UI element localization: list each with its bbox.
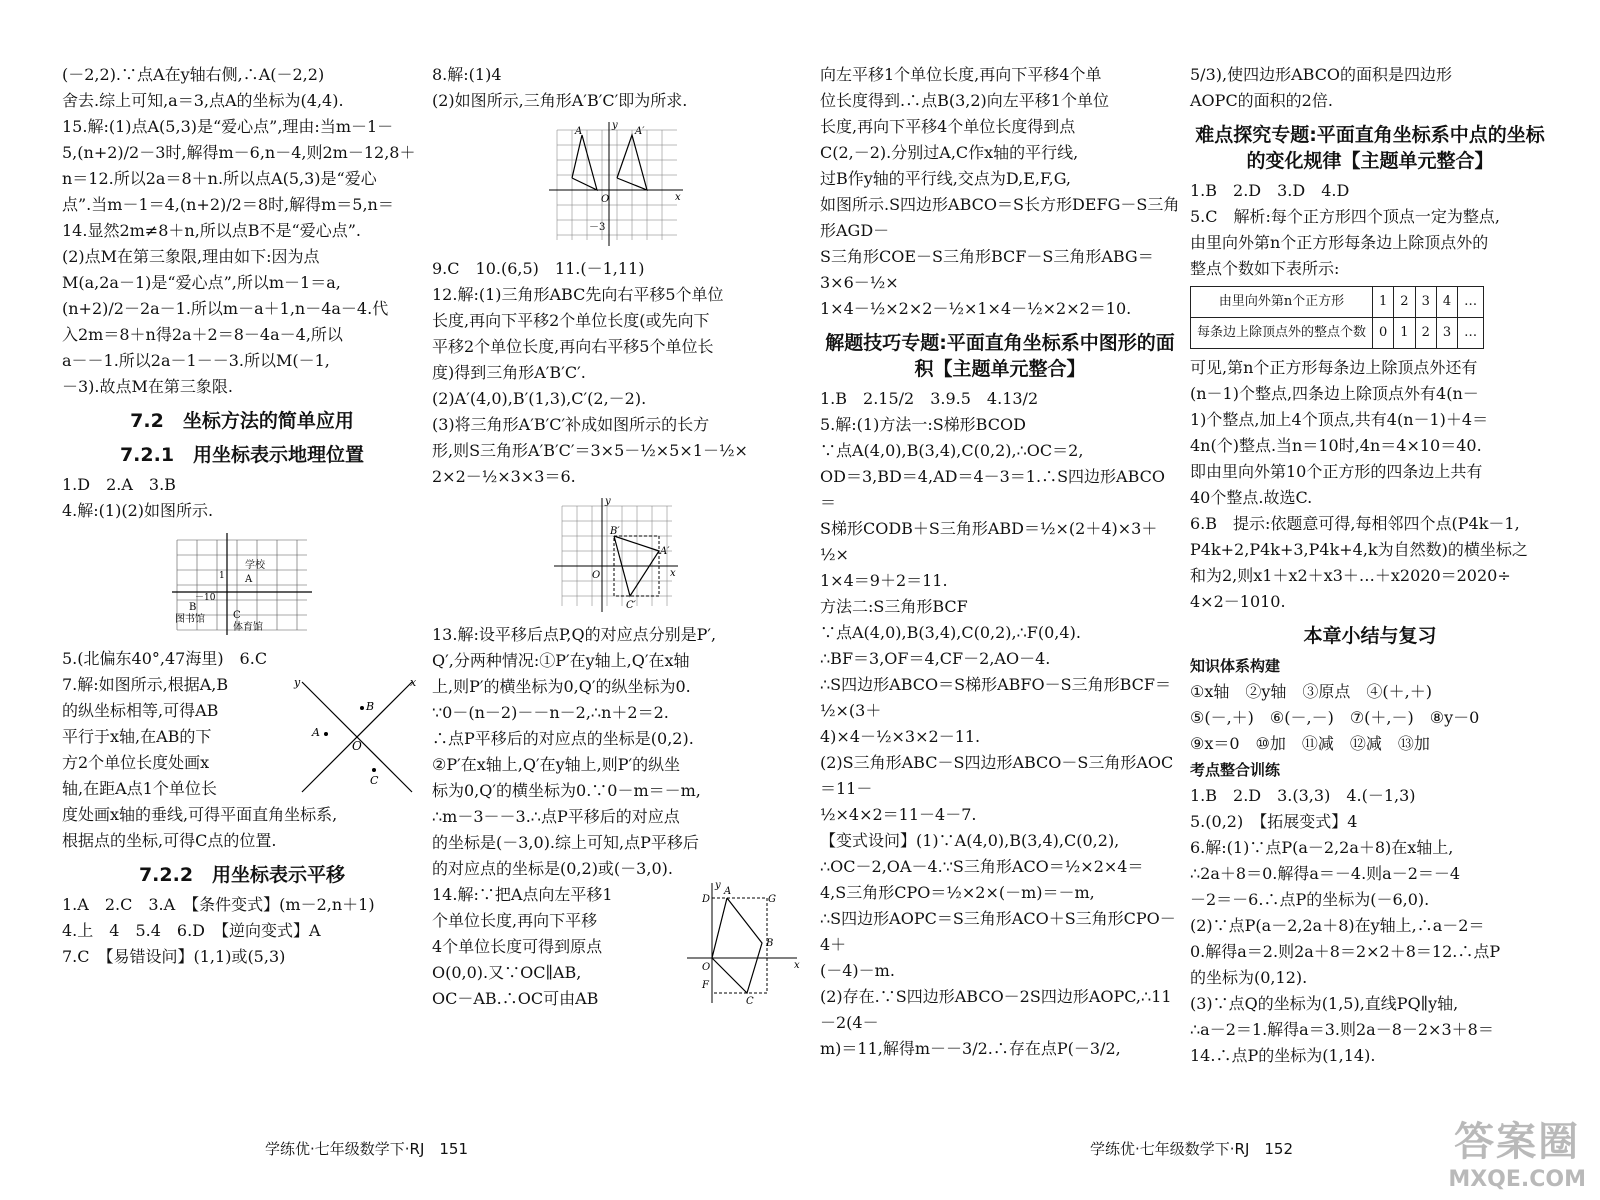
- text-line: 根据点的坐标,可得C点的位置.: [62, 831, 277, 850]
- map-one-label: 1: [219, 571, 225, 581]
- text-line: 方法二:S三角形BCF: [820, 597, 968, 616]
- text-line: 上,则P′的横坐标为0,Q′的纵坐标为0.: [432, 677, 691, 696]
- text-line: 9.C 10.(6,5) 11.(－1,11): [432, 259, 645, 278]
- text-line: ∵0－(n－2)－－n－2,∴n＋2＝2.: [432, 703, 669, 722]
- map-point-c: C: [233, 610, 241, 621]
- axis-y-label: y: [612, 120, 618, 131]
- quad-g-label: G: [768, 894, 776, 905]
- text-line: 5,(n+2)/2－3时,解得m－6,n－4,则2m－12,8＋: [62, 143, 416, 162]
- text-line: 1.B 2.15/2 3.9.5 4.13/2: [820, 389, 1039, 408]
- text-line: 5.解:(1)方法一:S梯形BCOD: [820, 415, 1026, 434]
- text-line: 7.C 【易错设问】(1,1)或(5,3): [62, 947, 286, 966]
- text-line: ∴2a＋8＝0.解得a＝－4.则a－2＝－4: [1190, 864, 1461, 883]
- footer-left: 学练优·七年级数学下·RJ 151: [265, 1140, 469, 1158]
- section-heading-7-2: 7.2 坐标方法的简单应用: [130, 410, 354, 432]
- table-cell: …: [1458, 318, 1484, 349]
- text-line: ∵点A(4,0),B(3,4),C(0,2),∴F(0,4).: [820, 623, 1081, 642]
- map-point-a: A: [245, 574, 253, 585]
- text-line: Q′,分两种情况:①P′在y轴上,Q′在x轴: [432, 651, 690, 670]
- text-line: 个单位长度,再向下平移: [432, 911, 598, 930]
- text-line: (2)S三角形ABC－S四边形ABCO－S三角形AOC＝11－: [820, 753, 1174, 798]
- text-line: ∴OC－2,OA－4.∵S三角形ACO＝½×2×4＝: [820, 857, 1144, 876]
- point-b-label: B: [366, 700, 375, 713]
- text-line: a－－1.所以2a－1－－3.所以M(－1,: [62, 351, 330, 370]
- text-line: 【变式设问】(1)∵A(4,0),B(3,4),C(0,2),: [820, 831, 1120, 850]
- text-line: 平移2个单位长度,再向右平移5个单位长: [432, 337, 714, 356]
- text-line: 由里向外第n个正方形每条边上除顶点外的: [1190, 233, 1489, 252]
- table-cell: 2: [1415, 318, 1436, 349]
- section-heading-summary: 本章小结与复习: [1303, 625, 1437, 647]
- text-line: 15.解:(1)点A(5,3)是“爱心点”,理由:当m－1－: [62, 117, 394, 136]
- text-line: P4k+2,P4k+3,P4k+4,k为自然数)的横坐标之: [1190, 540, 1528, 559]
- text-line: ⑨x＝0 ⑩加 ⑪减 ⑫减 ⑬加: [1190, 734, 1430, 753]
- text-line: (2)如图所示,三角形A′B′C′即为所求.: [432, 91, 688, 110]
- text-line: C(2,－2).分别过A,C作x轴的平行线,: [820, 143, 1079, 162]
- text-line: 4)×4－½×3×2－11.: [820, 727, 981, 746]
- text-line: 即由里向外第10个正方形的四条边上共有: [1190, 462, 1483, 481]
- text-line: 1)个整点,加上4个顶点,共有4(n－1)＋4＝: [1190, 410, 1489, 429]
- quad-c-label: C: [746, 996, 754, 1007]
- text-line: 14.∴点P的坐标为(1,14).: [1190, 1046, 1376, 1065]
- text-line: 12.解:(1)三角形ABC先向右平移5个单位: [432, 285, 724, 304]
- text-line: 入2m＝8＋n得2a＋2＝8－4a－4,所以: [62, 325, 343, 344]
- text-line: 过B作y轴的平行线,交点为D,E,F,G,: [820, 169, 1071, 188]
- text-line: 6.解:(1)∵点P(a－2,2a＋8)在x轴上,: [1190, 838, 1454, 857]
- text-line: 0.解得a＝2.则2a＋8＝2×2＋8＝12.∴点P: [1190, 942, 1501, 961]
- text-line: 整点个数如下表所示:: [1190, 259, 1340, 278]
- table-cell: 1: [1394, 318, 1415, 349]
- text-line: n＝12.所以2a＝8＋n.所以点A(5,3)是“爱心: [62, 169, 377, 188]
- text-line: 长度,再向下平移4个单位长度得到点: [820, 117, 1076, 136]
- column-4: [1190, 62, 1550, 1069]
- subheading-knowledge: 知识体系构建: [1190, 657, 1281, 675]
- origin-label: O: [702, 962, 711, 973]
- axes-rotated-figure: [292, 672, 422, 802]
- text-line: 4.上 4 5.4 6.D 【逆向变式】A: [62, 921, 321, 940]
- table-cell: 2: [1394, 287, 1415, 318]
- col1-lines: [62, 62, 422, 400]
- text-line: (n+2)/2－2a－1.所以m－a＋1,n－4a－4.代: [62, 299, 389, 318]
- subheading-training: 考点整合训练: [1190, 761, 1281, 779]
- q14-block: [432, 882, 802, 1012]
- text-line: OD＝3,BD＝4,AD＝4－3＝1.∴S四边形ABCO＝: [820, 467, 1166, 512]
- rect-b1-label: B′: [610, 526, 620, 537]
- text-line: 4.解:(1)(2)如图所示.: [62, 501, 214, 520]
- text-line: 和为2,则x1＋x2＋x3＋…＋x2020＝2020÷: [1190, 566, 1511, 585]
- text-line: (3)将三角形A′B′C′补成如图所示的长方: [432, 415, 710, 434]
- rectangle-figure: [552, 496, 682, 616]
- text-line: 位长度得到.∴点B(3,2)向左平移1个单位: [820, 91, 1109, 110]
- origin-label: O: [601, 194, 610, 205]
- text-line: 5.(0,2) 【拓展变式】4: [1190, 812, 1358, 831]
- text-line: 可见,第n个正方形每条边上除顶点外还有: [1190, 358, 1478, 377]
- table-cell: 3: [1436, 318, 1457, 349]
- text-line: 1.B 2.D 3.(3,3) 4.(－1,3): [1190, 786, 1416, 805]
- watermark-title: 答案圈: [1454, 1119, 1581, 1165]
- text-line: ∴点P平移后的对应点的坐标是(0,2).: [432, 729, 694, 748]
- text-line: 8.解:(1)4: [432, 65, 502, 84]
- text-line: 舍去.综上可知,a＝3,点A的坐标为(4,4).: [62, 91, 344, 110]
- text-line: 5/3),使四边形ABCO的面积是四边形: [1190, 65, 1453, 84]
- axis-x-label: x: [410, 676, 417, 689]
- text-line: 1×4－½×2×2－½×1×4－½×2×2＝10.: [820, 299, 1132, 318]
- text-line: 14.解:∵把A点向左平移1: [432, 885, 613, 904]
- text-line: 2×2－½×3×3＝6.: [432, 467, 576, 486]
- footer-right: 学练优·七年级数学下·RJ 152: [1090, 1140, 1294, 1158]
- text-line: (n－1)个整点,四条边上除顶点外有4(n－: [1190, 384, 1479, 403]
- text-line: 7.解:如图所示,根据A,B: [62, 675, 229, 694]
- axis-y-label: y: [715, 880, 721, 891]
- text-line: 14.显然2m≠8＋n,所以点B不是“爱心点”.: [62, 221, 361, 240]
- table-cell: 4: [1436, 287, 1457, 318]
- axis-x-label: x: [670, 568, 676, 579]
- quad-a-label: A: [724, 886, 732, 897]
- map-figure: [167, 530, 317, 640]
- text-line: (2)点M在第三象限,理由如下:因为点: [62, 247, 320, 266]
- text-line: 1.D 2.A 3.B: [62, 475, 176, 494]
- table-cell: 每条边上除顶点外的整点个数: [1191, 318, 1373, 349]
- table-cell: …: [1458, 287, 1484, 318]
- quad-f-label: F: [702, 980, 709, 991]
- text-line: m)＝11,解得m－－3/2.∴存在点P(－3/2,: [820, 1039, 1121, 1058]
- text-line: ②P′在x轴上,Q′在y轴上,则P′的纵坐: [432, 755, 681, 774]
- text-line: AOPC的面积的2倍.: [1190, 91, 1333, 110]
- neg3-label: －3: [589, 222, 606, 233]
- section-heading-tips: 解题技巧专题:平面直角坐标系中图形的面积【主题单元整合】: [825, 332, 1175, 380]
- text-line: 标为0,Q′的横坐标为0.∵0－m＝－m,: [432, 781, 701, 800]
- text-line: (2)存在.∵S四边形ABCO－2S四边形AOPC,∴11－2(4－: [820, 987, 1172, 1032]
- point-a-label: A: [312, 726, 320, 739]
- text-line: (3)∵点Q的坐标为(1,5),直线PQ∥y轴,: [1190, 994, 1459, 1013]
- rect-a1-label: A′: [660, 546, 670, 557]
- table-row: [1191, 287, 1484, 318]
- axis-x-label: x: [794, 960, 800, 971]
- text-line: 点”.当m－1＝4,(n+2)/2＝8时,解得m＝5,n＝: [62, 195, 394, 214]
- table-row: [1191, 318, 1484, 349]
- text-line: 1×4＝9＋2＝11.: [820, 571, 948, 590]
- text-line: 长度,再向下平移2个单位长度(或先向下: [432, 311, 710, 330]
- text-line: 4,S三角形CPO＝½×2×(－m)＝－m,: [820, 883, 1095, 902]
- text-line: －3).故点M在第三象限.: [62, 377, 233, 396]
- text-line: ∴BF＝3,OF＝4,CF－2,AO－4.: [820, 649, 1051, 668]
- text-line: 形,则S三角形A′B′C′＝3×5－½×5×1－½×: [432, 441, 748, 460]
- text-line: 的对应点的坐标是(0,2)或(－3,0).: [432, 859, 673, 878]
- text-line: 的坐标为(0,12).: [1190, 968, 1308, 987]
- map-neg10-label: －10: [195, 593, 216, 603]
- text-line: 1.B 2.D 3.D 4.D: [1190, 181, 1350, 200]
- watermark-logo: [1448, 1110, 1586, 1192]
- text-line: 的坐标是(－3,0).综上可知,点P平移后: [432, 833, 699, 852]
- text-line: ∴S四边形AOPC＝S三角形ACO＋S三角形CPO－4＋: [820, 909, 1176, 954]
- text-line: ∴a－2＝1.解得a＝3.则2a－8－2×3＋8＝: [1190, 1020, 1494, 1039]
- rect-c1-label: C′: [626, 600, 636, 611]
- translation-figure: [547, 120, 687, 250]
- text-line: 如图所示.S四边形ABCO＝S长方形DEFG－S三角形AGD－: [820, 195, 1180, 240]
- map-library-label: 图书馆: [175, 614, 205, 625]
- text-line: 度处画x轴的垂线,可得平面直角坐标系,: [62, 805, 338, 824]
- text-line: (－4)－m.: [820, 961, 895, 980]
- text-line: M(a,2a－1)是“爱心点”,所以m－1＝a,: [62, 273, 341, 292]
- watermark-url: MXQE.COM: [1448, 1167, 1586, 1192]
- text-line: O(0,0).又∵OC∥AB,: [432, 963, 582, 982]
- axis-y-label: y: [294, 676, 301, 689]
- text-line: 平行于x轴,在AB的下: [62, 727, 212, 746]
- text-line: ∴m－3－－3.∴点P平移后的对应点: [432, 807, 680, 826]
- integer-points-table: [1190, 286, 1484, 349]
- origin-label: O: [352, 739, 362, 753]
- section-heading-7-2-1: 7.2.1 用坐标表示地理位置: [119, 444, 365, 466]
- text-line: 的纵坐标相等,可得AB: [62, 701, 219, 720]
- text-line: 5.(北偏东40°,47海里) 6.C: [62, 649, 268, 668]
- text-line: ½×4×2＝11－4－7.: [820, 805, 977, 824]
- section-heading-hard: 难点探究专题:平面直角坐标系中点的坐标的变化规律【主题单元整合】: [1195, 124, 1545, 172]
- axis-y-label: y: [605, 496, 611, 507]
- text-line: OC－AB.∴OC可由AB: [432, 989, 599, 1008]
- text-line: 向左平移1个单位长度,再向下平移4个单: [820, 65, 1102, 84]
- text-line: 4个单位长度可得到原点: [432, 937, 603, 956]
- quadrilateral-figure: [682, 878, 802, 1008]
- text-line: ∵点A(4,0),B(3,4),C(0,2),∴OC＝2,: [820, 441, 1084, 460]
- column-1: [62, 62, 422, 970]
- text-line: (－2,2).∵点A在y轴右侧,∴A(－2,2): [62, 65, 325, 84]
- map-gym-label: 体育馆: [233, 622, 263, 633]
- text-line: 度)得到三角形A′B′C′.: [432, 363, 586, 382]
- text-line: 1.A 2.C 3.A 【条件变式】(m－2,n＋1): [62, 895, 375, 914]
- quad-d-label: D: [702, 894, 711, 905]
- text-line: 5.C 解析:每个正方形四个顶点一定为整点,: [1190, 207, 1500, 226]
- text-line: －2＝－6.∴点P的坐标为(－6,0).: [1190, 890, 1430, 909]
- text-line: (2)A′(4,0),B′(1,3),C′(2,－2).: [432, 389, 647, 408]
- text-line: 6.B 提示:依题意可得,每相邻四个点(P4k－1,: [1190, 514, 1520, 533]
- tri-a-label: A: [575, 126, 583, 137]
- table-cell: 3: [1415, 287, 1436, 318]
- axis-x-label: x: [675, 192, 681, 203]
- text-line: 方2个单位长度处画x: [62, 753, 210, 772]
- map-point-b: B: [189, 602, 197, 613]
- point-c-label: C: [370, 774, 379, 787]
- text-line: 13.解:设平移后点P,Q的对应点分别是P′,: [432, 625, 717, 644]
- text-line: 4n(个)整点.当n＝10时,4n＝4×10＝40.: [1190, 436, 1482, 455]
- text-line: S梯形CODB＋S三角形ABD＝½×(2＋4)×3＋½×: [820, 519, 1158, 564]
- text-line: (2)∵点P(a－2,2a＋8)在y轴上,∴a－2＝: [1190, 916, 1485, 935]
- map-school-label: 学校: [245, 560, 265, 571]
- text-line: S三角形COE－S三角形BCF－S三角形ABG＝3×6－½×: [820, 247, 1154, 292]
- table-cell: 由里向外第n个正方形: [1191, 287, 1373, 318]
- text-line: 4×2－1010.: [1190, 592, 1286, 611]
- tri-a1-label: A′: [635, 126, 645, 137]
- table-cell: 1: [1373, 287, 1394, 318]
- text-line: ⑤(－,＋) ⑥(－,－) ⑦(＋,－) ⑧y－0: [1190, 708, 1480, 727]
- text-line: 轴,在距A点1个单位长: [62, 779, 217, 798]
- table-cell: 0: [1373, 318, 1394, 349]
- column-3: [820, 62, 1180, 1062]
- origin-label: O: [592, 570, 601, 581]
- text-line: 40个整点.故选C.: [1190, 488, 1313, 507]
- q7-block: [62, 672, 422, 802]
- column-2: [432, 62, 802, 1012]
- section-heading-7-2-2: 7.2.2 用坐标表示平移: [138, 864, 346, 886]
- text-line: ①x轴 ②y轴 ③原点 ④(＋,＋): [1190, 682, 1432, 701]
- text-line: ∴S四边形ABCO＝S梯形ABFO－S三角形BCF＝½×(3＋: [820, 675, 1171, 720]
- quad-b-label: B: [766, 938, 774, 949]
